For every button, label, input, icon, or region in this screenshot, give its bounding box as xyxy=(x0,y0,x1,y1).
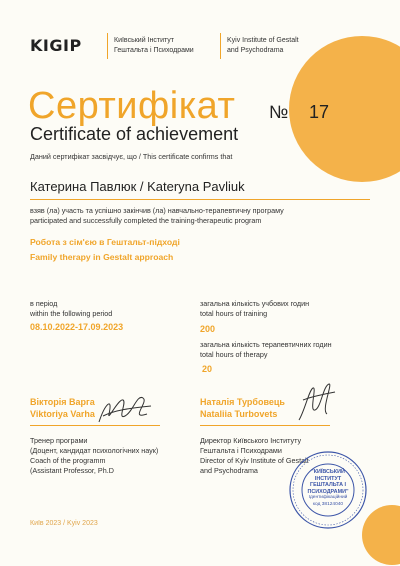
stamp-text xyxy=(288,469,368,509)
signer2-role-line4: and Psychodrama xyxy=(200,466,258,475)
signer1-role-line1: Тренер програми xyxy=(30,436,88,445)
signer2-signature xyxy=(295,380,339,428)
participated-text-uk: взяв (ла) участь та успішно закінчив (ла) навчально-терапевтичну програму xyxy=(30,206,284,215)
decorative-circle-top xyxy=(289,36,400,182)
signer2-name-uk: Наталія Турбовець xyxy=(200,397,285,407)
institute-uk-line2: Гештальта і Психодрами xyxy=(114,47,194,54)
certificate-title: Сертифікат xyxy=(28,85,236,127)
signer1-role-line4: (Assistant Professor, Ph.D xyxy=(30,466,114,475)
participated-text-en: participated and successfully completed the training-therapeutic program xyxy=(30,216,262,225)
certificate-subtitle: Certificate of achievement xyxy=(30,124,239,144)
recipient-name: Катерина Павлюк / Kateryna Pavliuk xyxy=(30,179,245,194)
stamp-line5: Ідентифікаційний xyxy=(308,495,348,501)
period-label-en: within the following period xyxy=(30,309,113,318)
confirms-text: Даний сертифікат засвідчує, що / This certificate confirms that xyxy=(30,152,233,161)
stamp-line1: "КИЇВСЬКИЙ xyxy=(311,469,345,475)
institute-name-uk xyxy=(114,36,194,56)
period-value: 08.10.2022-17.09.2023 xyxy=(30,322,124,332)
therapy-hours-label-en: total hours of therapy xyxy=(200,350,268,359)
signer1-name-uk: Вікторія Варга xyxy=(30,397,95,407)
institute-stamp xyxy=(288,450,368,530)
program-title-uk: Робота з сім'єю в Гештальт-підході xyxy=(30,237,180,247)
training-hours-label xyxy=(200,299,309,319)
institute-en-line2: and Psychodrama xyxy=(227,47,284,54)
stamp-line4: ПСИХОДРАМИ" xyxy=(307,488,349,495)
training-hours-value: 200 xyxy=(200,324,216,334)
signer1-role-line3: Coach of the programm xyxy=(30,456,106,465)
signer1-name-en: Viktoriya Varha xyxy=(30,409,95,419)
header-divider xyxy=(107,33,108,59)
number-symbol: № xyxy=(269,102,289,122)
kigip-logo: KIGIP xyxy=(30,36,82,55)
program-title xyxy=(30,235,180,265)
therapy-hours-label-uk: загальна кількість терапевтичних годин xyxy=(200,340,332,349)
institute-uk-line1: Київський Інститут xyxy=(114,37,174,44)
signer1-line xyxy=(30,425,160,426)
signer2-role-line2: Гештальта і Психодрами xyxy=(200,446,282,455)
signer1-role-line2: (Доцент, кандидат психологічних наук) xyxy=(30,446,159,455)
program-title-en: Family therapy in Gestalt approach xyxy=(30,252,174,262)
institute-name-en xyxy=(227,36,299,56)
signer2-name-en: Nataliia Turbovets xyxy=(200,409,278,419)
signer1-name xyxy=(30,396,95,420)
footer-place-date: Київ 2023 / Kyiv 2023 xyxy=(30,520,98,527)
therapy-hours-label xyxy=(200,340,332,360)
stamp-line3: ГЕШТАЛЬТА І xyxy=(310,482,346,489)
recipient-underline xyxy=(30,199,370,200)
header-divider xyxy=(220,33,221,59)
stamp-line2: ІНСТИТУТ xyxy=(314,475,342,482)
institute-en-line1: Kyiv Institute of Gestalt xyxy=(227,37,299,44)
stamp-line6: код 38124040 xyxy=(312,501,344,507)
certificate-number: 17 xyxy=(309,102,330,122)
signer2-line xyxy=(200,425,330,426)
signer1-role xyxy=(30,436,158,476)
period-label-uk: в період xyxy=(30,299,58,308)
training-hours-label-uk: загальна кількість учбових годин xyxy=(200,299,310,308)
signer2-role-line1: Директор Київського Інституту xyxy=(200,436,302,445)
signer2-role-line3: Director of Kyiv Institute of Gestalt xyxy=(200,456,309,465)
period-label xyxy=(30,299,112,319)
therapy-hours-value: 20 xyxy=(202,364,213,374)
signer2-name xyxy=(200,396,285,420)
signer1-signature xyxy=(93,386,155,428)
training-hours-label-en: total hours of training xyxy=(200,309,268,318)
